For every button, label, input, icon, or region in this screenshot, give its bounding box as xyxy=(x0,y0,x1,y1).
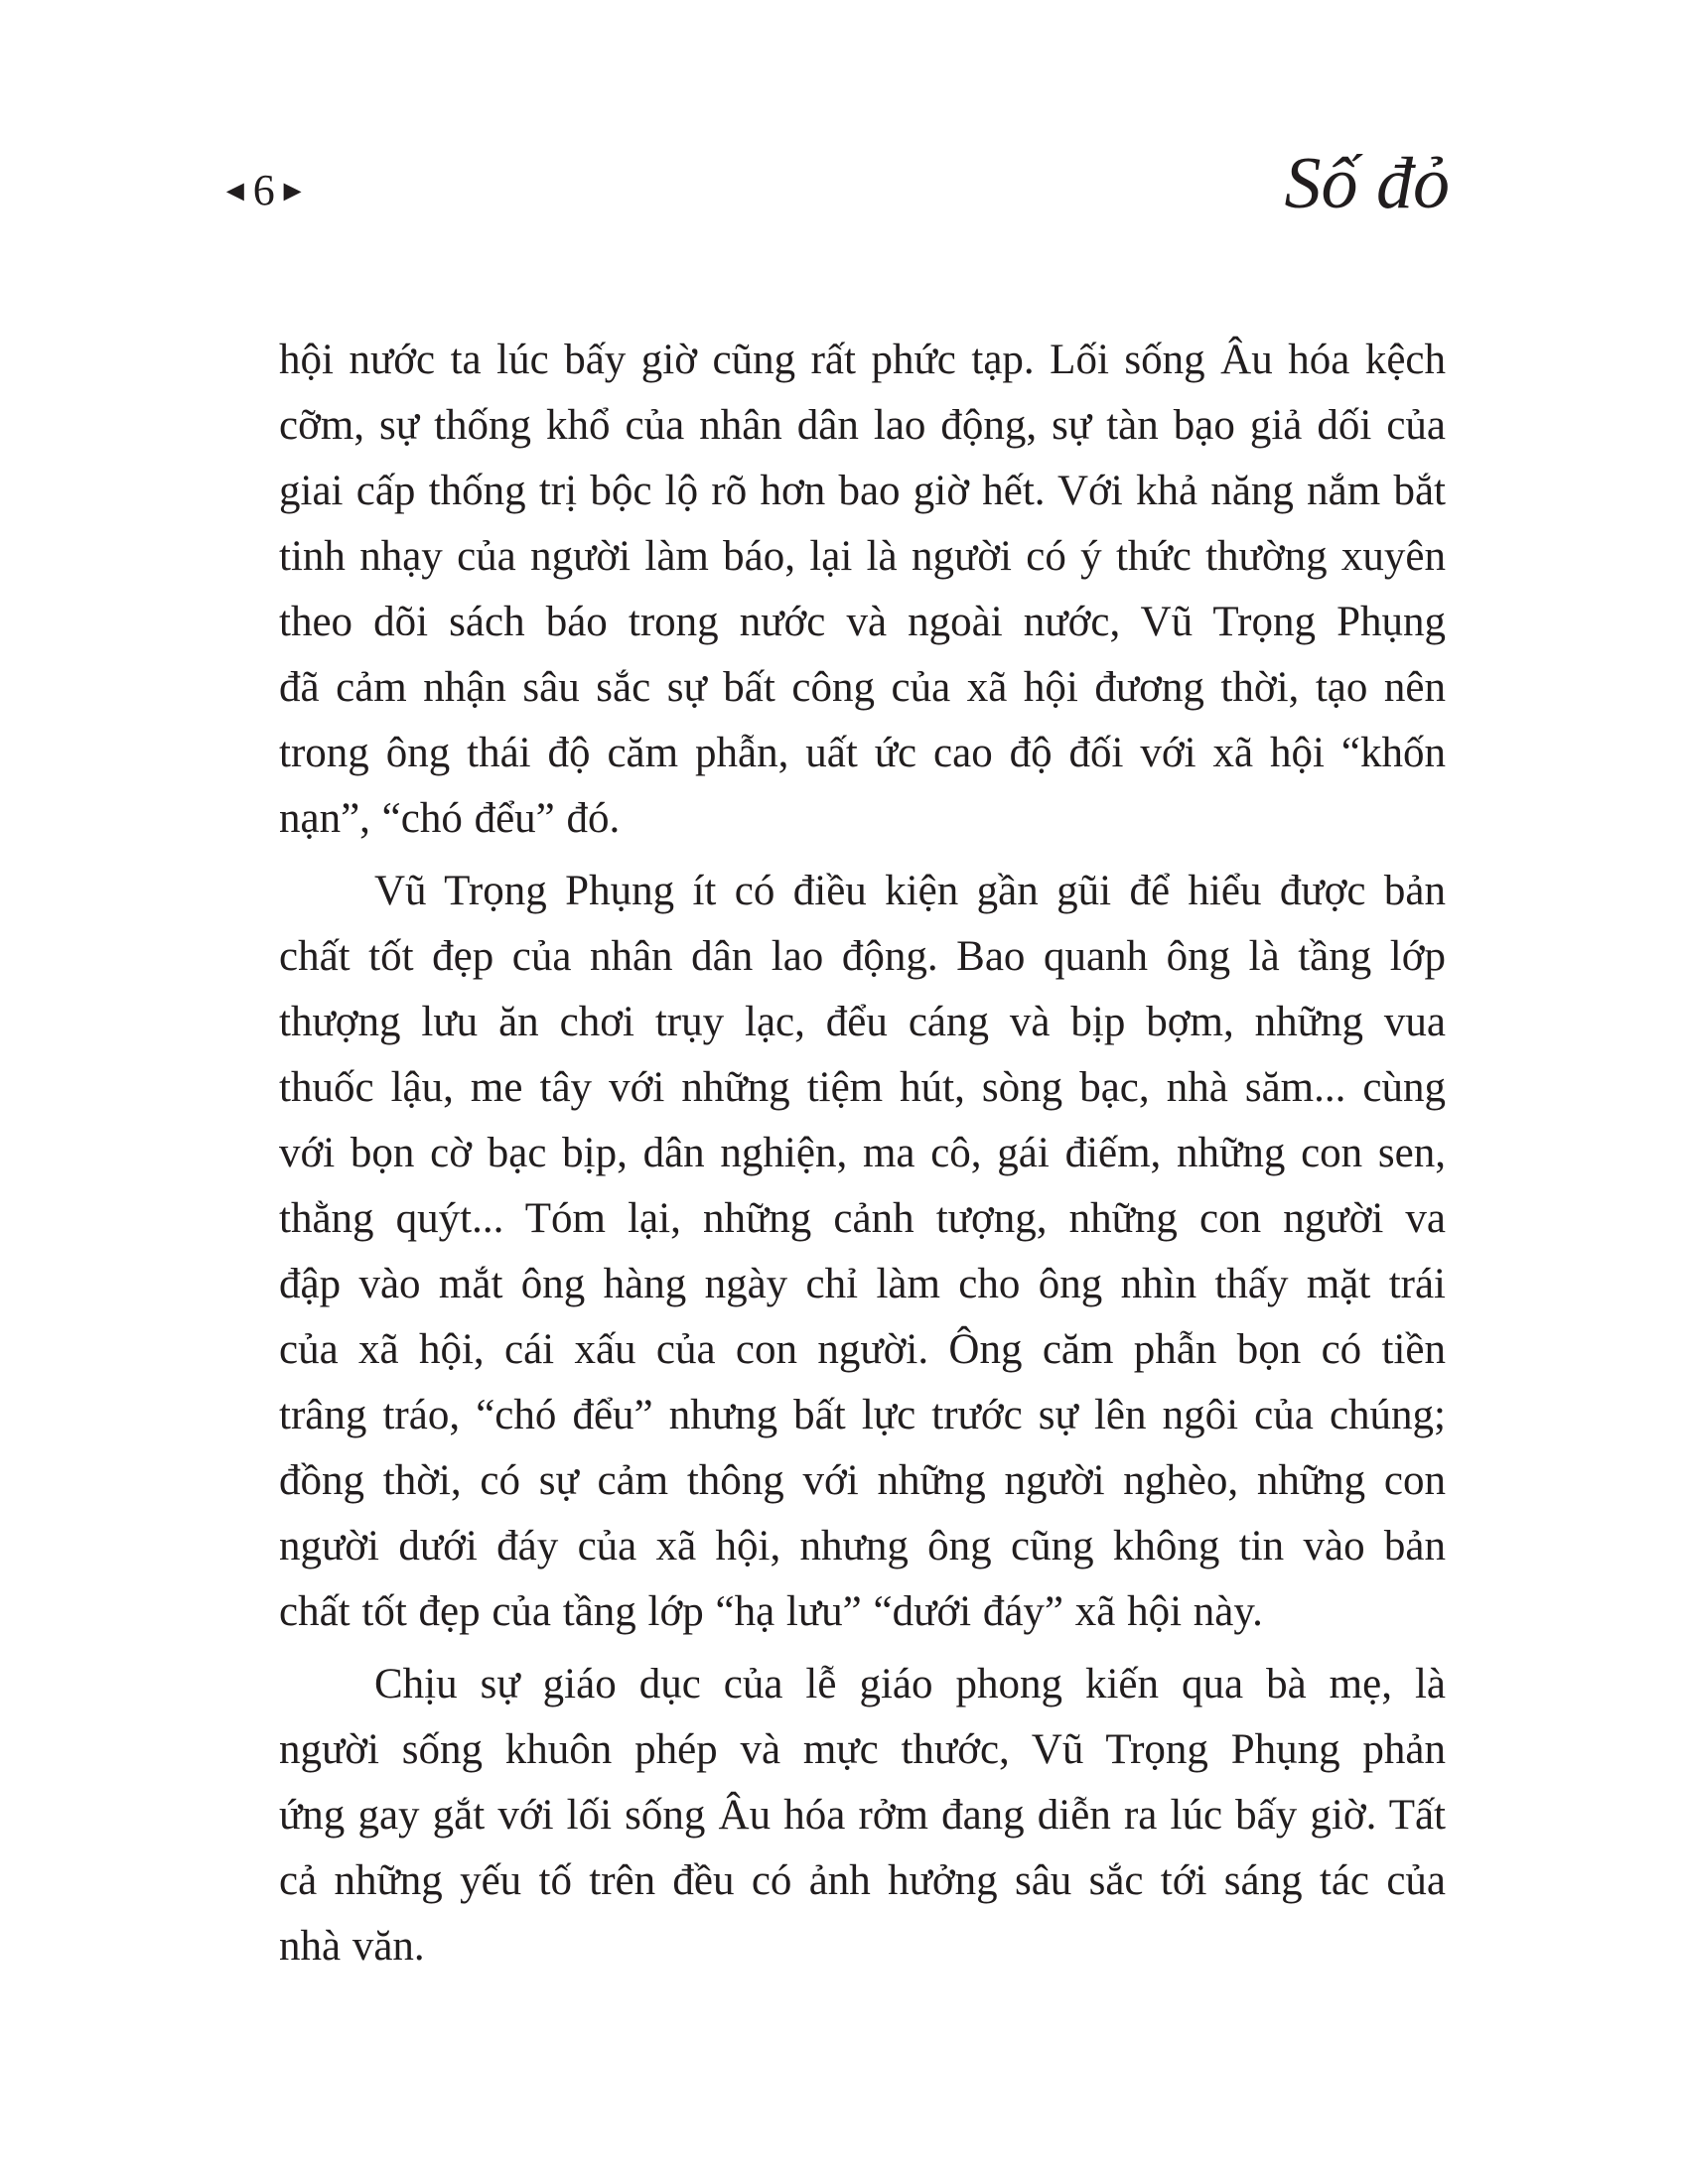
text-line: ứng gay gắt với lối sống Âu hóa rởm đang diễn ra lúc bấy giờ. Tất xyxy=(279,1792,1446,1839)
right-arrow-icon: ► xyxy=(277,175,309,207)
text-line: thuốc lậu, me tây với những tiệm hút, sòng bạc, nhà săm... cùng xyxy=(279,1064,1446,1111)
text-line: với bọn cờ bạc bịp, dân nghiện, ma cô, gái điếm, những con sen, xyxy=(279,1130,1446,1176)
left-arrow-icon: ◄ xyxy=(220,175,251,207)
text-line: theo dõi sách báo trong nước và ngoài nước, Vũ Trọng Phụng xyxy=(279,599,1446,645)
text-line: hội nước ta lúc bấy giờ cũng rất phức tạp. Lối sống Âu hóa kệch xyxy=(279,337,1446,383)
text-line: nạn”, “chó đểu” đó. xyxy=(279,795,621,842)
paragraph xyxy=(279,1652,1446,1979)
text-block xyxy=(279,328,1446,1979)
text-line: thằng quýt... Tóm lại, những cảnh tượng, những con người va xyxy=(279,1195,1446,1242)
text-line: trâng tráo, “chó đểu” nhưng bất lực trước sự lên ngôi của chúng; xyxy=(279,1392,1446,1438)
page-number-value: 6 xyxy=(252,166,276,214)
text-line: Chịu sự giáo dục của lễ giáo phong kiến qua bà mẹ, là xyxy=(374,1661,1446,1707)
paragraph xyxy=(279,328,1446,852)
text-line: thượng lưu ăn chơi trụy lạc, đểu cáng và bịp bợm, những vua xyxy=(279,999,1446,1045)
text-line: tinh nhạy của người làm báo, lại là người có ý thức thường xuyên xyxy=(279,533,1446,580)
text-line: giai cấp thống trị bộc lộ rõ hơn bao giờ hết. Với khả năng nắm bắt xyxy=(279,468,1446,514)
text-line: cỡm, sự thống khổ của nhân dân lao động, sự tàn bạo giả dối của xyxy=(279,402,1446,449)
text-line: chất tốt đẹp của tầng lớp “hạ lưu” “dưới đáy” xã hội này. xyxy=(279,1588,1263,1635)
text-line: đã cảm nhận sâu sắc sự bất công của xã hội đương thời, tạo nên xyxy=(279,664,1446,711)
text-line: của xã hội, cái xấu của con người. Ông căm phẫn bọn có tiền xyxy=(279,1326,1446,1373)
text-line: đồng thời, có sự cảm thông với những người nghèo, những con xyxy=(279,1457,1446,1504)
page-number xyxy=(220,166,309,214)
text-line: chất tốt đẹp của nhân dân lao động. Bao quanh ông là tầng lớp xyxy=(279,933,1446,980)
text-line: trong ông thái độ căm phẫn, uất ức cao độ đối với xã hội “khốn xyxy=(279,730,1446,776)
text-line: người dưới đáy của xã hội, nhưng ông cũng không tin vào bản xyxy=(279,1523,1446,1570)
paragraph xyxy=(279,859,1446,1645)
text-line: nhà văn. xyxy=(279,1923,425,1970)
text-line: cả những yếu tố trên đều có ảnh hưởng sâu sắc tới sáng tác của xyxy=(279,1857,1446,1904)
running-title: Số đỏ xyxy=(1284,143,1450,224)
text-line: người sống khuôn phép và mực thước, Vũ Trọng Phụng phản xyxy=(279,1726,1446,1773)
text-line: Vũ Trọng Phụng ít có điều kiện gần gũi để hiểu được bản xyxy=(374,868,1446,914)
text-line: đập vào mắt ông hàng ngày chỉ làm cho ông nhìn thấy mặt trái xyxy=(279,1261,1446,1307)
